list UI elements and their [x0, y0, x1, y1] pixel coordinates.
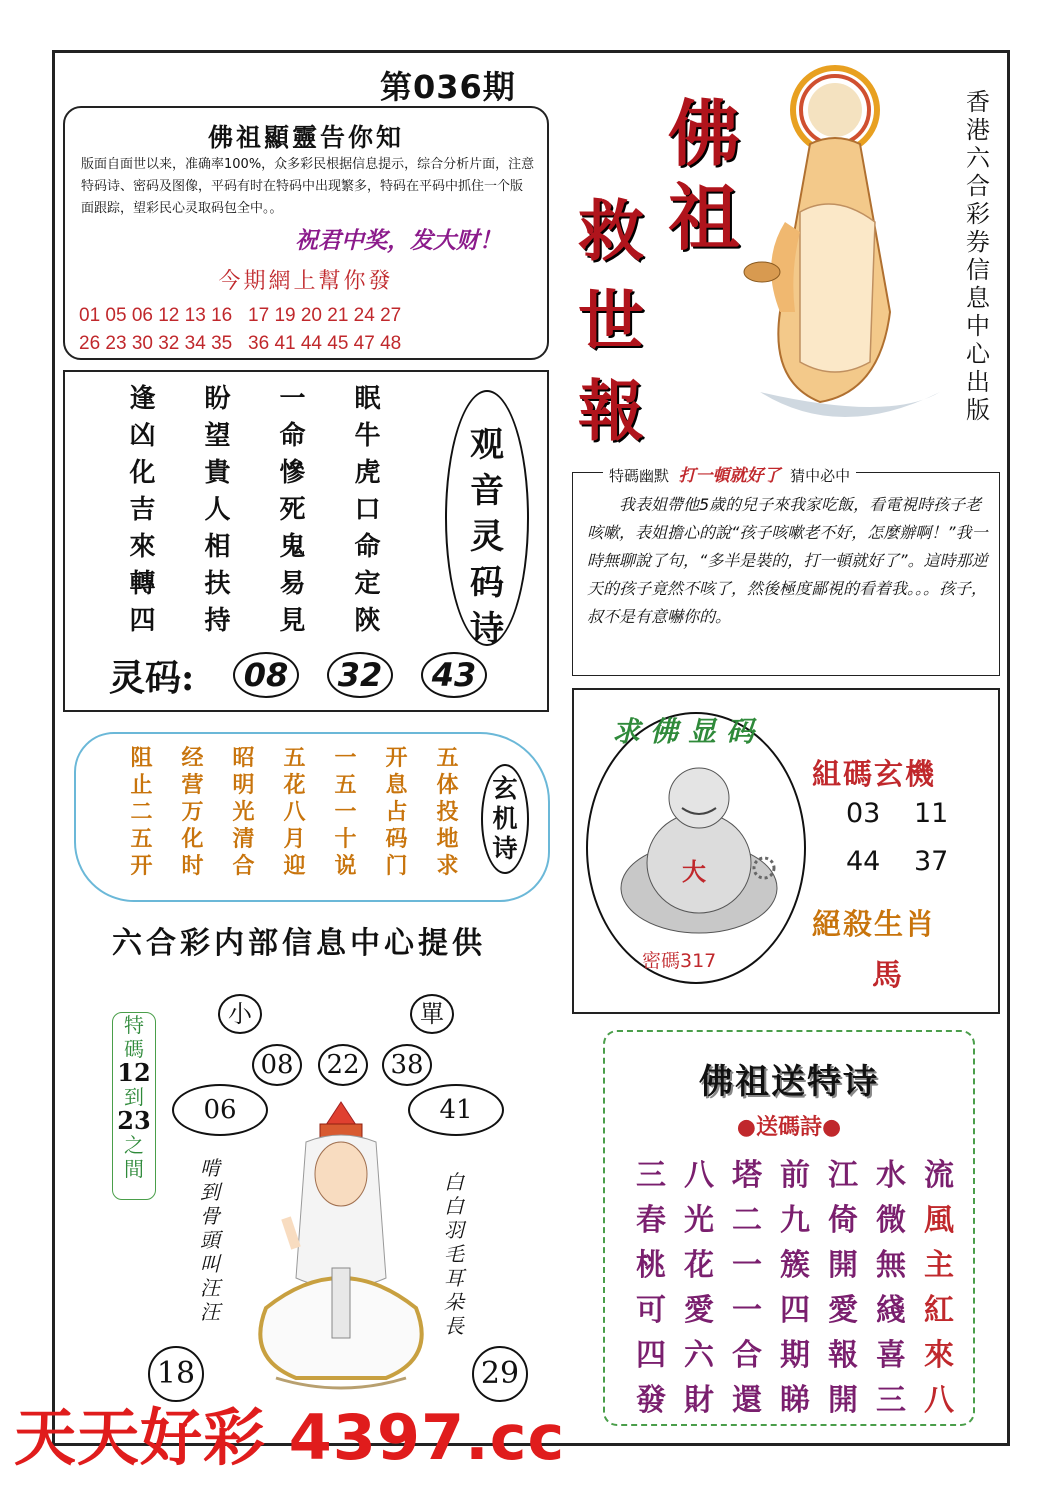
- xuanji-poem-char: 码: [385, 826, 408, 852]
- xuanji-poem-char: 昭: [232, 745, 255, 771]
- special-range-7: 間: [124, 1157, 144, 1181]
- send-poem-char: 期: [780, 1338, 810, 1373]
- send-poem-char: 塔: [732, 1158, 762, 1193]
- xuanji-poem-char: 息: [385, 772, 408, 798]
- send-poem-char: 水: [876, 1158, 906, 1193]
- xuanji-poem-char: 阻: [130, 745, 153, 771]
- guanyin-label-char: 音: [470, 471, 504, 511]
- xuanji-poem-char: 止: [130, 772, 153, 798]
- special-range-2: 碼: [124, 1037, 144, 1061]
- send-poem-box: [603, 1030, 975, 1426]
- guanyin-poem-char: 人: [204, 495, 231, 525]
- xuanji-poem-grid: [116, 746, 473, 879]
- kill-zodiac-title: 絕殺生肖: [812, 907, 937, 941]
- provider-line: 六合彩内部信息中心提供: [112, 926, 486, 961]
- special-range-4: 到: [124, 1085, 144, 1109]
- guanyin-poem-char: 吉: [129, 495, 156, 525]
- send-poem-char: 一: [732, 1248, 762, 1283]
- announcement-box: [63, 106, 549, 360]
- send-poem-char: 開: [828, 1248, 858, 1283]
- guanyin-poem-char: 望: [204, 421, 231, 451]
- special-range-6: 之: [124, 1133, 144, 1157]
- guanyin-poem-char: 來: [129, 532, 156, 562]
- guanyin-poem-char: 牛: [354, 421, 381, 451]
- publisher-vertical: 香港六合彩券信息中心出版: [966, 88, 990, 424]
- xuanji-poem-char: 门: [385, 853, 408, 879]
- guanyin-label-char: 观: [470, 425, 504, 465]
- humor-box: [572, 466, 1000, 676]
- xuanji-poem-char: 地: [436, 826, 459, 852]
- guanyin-poem-char: 逢: [129, 384, 156, 414]
- send-poem-char: 發: [636, 1383, 666, 1418]
- send-poem-char: 紅: [924, 1293, 954, 1328]
- send-poem-char: 愛: [828, 1293, 858, 1328]
- send-poem-subtitle: ●送碼詩●: [736, 1115, 842, 1140]
- xuanji-poem-char: 光: [232, 799, 255, 825]
- guanyin-label-char: 码: [470, 563, 504, 603]
- xuanji-poem-char: 二: [130, 799, 153, 825]
- send-poem-char: 愛: [684, 1293, 714, 1328]
- send-poem-char: 四: [780, 1293, 810, 1328]
- bubble-small: 小: [218, 994, 262, 1034]
- bubble-top-1: 08: [252, 1044, 302, 1086]
- lingma-number-3: 43: [421, 652, 487, 698]
- announcement-subtitle: 今期網上幫你發: [218, 269, 394, 294]
- guanyin-poem-char: 扶: [204, 569, 231, 599]
- send-poem-char: 春: [636, 1203, 666, 1238]
- xuanji-poem-char: 开: [385, 745, 408, 771]
- announcement-numbers: [79, 302, 401, 358]
- xuanji-poem-char: 投: [436, 799, 459, 825]
- humor-title: 打一頓就好了: [678, 466, 781, 486]
- send-poem-char: 可: [636, 1293, 666, 1328]
- xuanji-poem-label: [481, 764, 529, 874]
- combo-number-2: 11: [914, 798, 949, 829]
- main-title-char-2: 祖: [668, 175, 741, 260]
- numbers-row-1: 01 05 06 12 13 16 17 19 20 21 24 27: [79, 305, 402, 326]
- send-poem-char: 風: [924, 1203, 954, 1238]
- humor-header: [603, 461, 856, 486]
- main-title-char-3: 救: [578, 192, 644, 270]
- buddha-arc-text: 求佛显码: [612, 715, 765, 748]
- humor-text: 我表姐帶他5歲的兒子來我家吃飯，看電視時孩子老咳嗽，表姐擔心的說“孩子咳嗽老不好，怎麼辦啊！”我一時無聊說了句，“多半是裝的，打一頓就好了”。這時那逆天的孩子竟然不咳了，然後極度鄙視的看着我。。。孩子，叔不是有意嚇你的。: [587, 495, 988, 626]
- send-poem-char: 三: [876, 1383, 906, 1418]
- guanyin-poem-char: 虎: [354, 458, 381, 488]
- send-poem-char: 光: [684, 1203, 714, 1238]
- send-poem-char: 主: [924, 1248, 954, 1283]
- guanyin-poem-char: 一: [279, 384, 306, 414]
- standing-bodhisattva-illustration: [740, 62, 955, 432]
- combo-number-1: 03: [846, 798, 881, 829]
- lingma-number-1: 08: [233, 652, 299, 698]
- send-poem-char: 花: [684, 1248, 714, 1283]
- send-poem-char: 財: [684, 1383, 714, 1418]
- guanyin-poem-char: 慘: [279, 458, 306, 488]
- xuanji-poem-char: 五: [334, 772, 357, 798]
- send-poem-grid: [627, 1156, 963, 1421]
- right-verse: 白白羽毛耳朵長: [444, 1170, 464, 1338]
- xuanji-poem-char: 经: [181, 745, 204, 771]
- send-poem-char: 江: [828, 1158, 858, 1193]
- bubble-right: 41: [408, 1084, 504, 1136]
- main-title-char-1: 佛: [668, 91, 741, 176]
- announcement-title: 佛祖顯靈告你知: [207, 123, 404, 152]
- bubble-left: 06: [172, 1084, 268, 1136]
- send-poem-char: 三: [636, 1158, 666, 1193]
- lingma-label: 灵码:: [109, 657, 195, 699]
- send-poem-char: 一: [732, 1293, 762, 1328]
- xuanji-poem-char: 体: [436, 772, 459, 798]
- xuanji-poem-char: 花: [283, 772, 306, 798]
- buddha-secret-code: 密碼317: [642, 950, 717, 972]
- guanyin-label-char: 灵: [470, 517, 504, 557]
- announcement-wish: 祝君中奖，发大财！: [295, 228, 502, 254]
- send-poem-char: 二: [732, 1203, 762, 1238]
- numbers-row-2: 26 23 30 32 34 35 36 41 44 45 47 48: [79, 333, 402, 354]
- seated-guanyin-illustration: [236, 1098, 446, 1398]
- send-poem-char: 無: [876, 1248, 906, 1283]
- xuanji-poem-char: 开: [130, 853, 153, 879]
- lingma-number-2: 32: [327, 652, 393, 698]
- xuanji-poem-char: 迎: [283, 853, 306, 879]
- combo-number-4: 37: [914, 846, 949, 877]
- guanyin-poem-char: 易: [279, 569, 306, 599]
- send-poem-char: 流: [924, 1158, 954, 1193]
- xuanji-poem-char: 化: [181, 826, 204, 852]
- guanyin-poem-char: 命: [279, 421, 306, 451]
- xuanji-poem-char: 求: [436, 853, 459, 879]
- kill-zodiac-value: 馬: [872, 958, 902, 993]
- buddha-center-char: 大: [682, 858, 706, 886]
- guanyin-label-char: 诗: [470, 609, 504, 649]
- humor-label: 特碼幽默: [609, 467, 670, 485]
- send-poem-char: 開: [828, 1383, 858, 1418]
- send-poem-char: 桃: [636, 1248, 666, 1283]
- guanyin-poem-char: 持: [204, 606, 231, 636]
- main-title-char-5: 報: [578, 372, 644, 450]
- send-poem-char: 還: [732, 1383, 762, 1418]
- send-poem-char: 八: [924, 1383, 954, 1418]
- guanyin-poem-char: 盼: [204, 384, 231, 414]
- xuanji-poem-char: 明: [232, 772, 255, 798]
- send-poem-char: 睇: [780, 1383, 810, 1418]
- announcement-body: 版面自面世以来，准确率100%，众多彩民根据信息提示，综合分析片面，注意特码诗、密码及图像，平码有时在特码中出现繁多，特码在平码中抓住一个版面跟踪，望彩民心灵取码包全中。。: [81, 157, 535, 216]
- combo-number-3: 44: [846, 846, 881, 877]
- xuanji-poem-char: 五: [130, 826, 153, 852]
- send-poem-char: 前: [780, 1158, 810, 1193]
- xuanji-label-char: 玄: [492, 774, 518, 803]
- bubble-top-2: 22: [318, 1044, 368, 1086]
- send-poem-title: 佛祖送特诗: [699, 1062, 879, 1102]
- xuanji-poem-char: 营: [181, 772, 204, 798]
- xuanji-label-char: 诗: [492, 834, 518, 863]
- xuanji-poem-char: 合: [232, 853, 255, 879]
- guanyin-poem-char: 轉: [129, 569, 156, 599]
- left-verse: 啃到骨頭叫汪汪: [200, 1156, 220, 1324]
- xuanji-poem-char: 五: [436, 745, 459, 771]
- send-poem-char: 報: [828, 1338, 858, 1373]
- send-poem-char: 九: [780, 1203, 810, 1238]
- send-poem-char: 喜: [876, 1338, 906, 1373]
- bubble-top-3: 38: [382, 1044, 432, 1086]
- bubble-bottom-left: 18: [148, 1346, 204, 1402]
- special-range-box: [112, 1012, 156, 1200]
- guanyin-poem-char: 見: [279, 606, 306, 636]
- special-range-3: 12: [117, 1058, 151, 1087]
- guanyin-poem-char: 凶: [129, 421, 156, 451]
- guanyin-poem-box: [63, 370, 549, 712]
- xuanji-poem-char: 时: [181, 853, 204, 879]
- send-poem-char: 合: [732, 1338, 762, 1373]
- guanyin-poem-char: 化: [129, 458, 156, 488]
- send-poem-char: 四: [636, 1338, 666, 1373]
- guanyin-poem-char: 死: [279, 495, 306, 525]
- xuanji-poem-char: 万: [181, 799, 204, 825]
- send-poem-char: 簇: [780, 1248, 810, 1283]
- special-range-5: 23: [117, 1106, 151, 1135]
- xuanji-poem-char: 占: [385, 799, 408, 825]
- guanyin-poem-grid: [105, 384, 405, 637]
- xuanji-poem-char: 一: [334, 745, 357, 771]
- send-poem-char: 微: [876, 1203, 906, 1238]
- brand-footer: 天天好彩 4397.cc: [14, 1401, 566, 1474]
- guanyin-poem-char: 口: [354, 495, 381, 525]
- bubble-bottom-right: 29: [472, 1346, 528, 1402]
- send-poem-char: 倚: [828, 1203, 858, 1238]
- guanyin-poem-char: 陝: [354, 606, 381, 636]
- laughing-buddha-illustration: [614, 758, 784, 938]
- send-poem-char: 來: [924, 1338, 954, 1373]
- guanyin-poem-char: 相: [204, 532, 231, 562]
- xuanji-poem-char: 说: [334, 853, 357, 879]
- buddha-panel: [572, 688, 1000, 1014]
- xuanji-poem-cloud: [74, 732, 550, 902]
- issue-number: 第036期: [380, 68, 516, 106]
- guanyin-poem-char: 四: [129, 606, 156, 636]
- guanyin-poem-char: 眠: [354, 384, 381, 414]
- combo-title: 組碼玄機: [812, 757, 937, 791]
- special-range-1: 特: [124, 1013, 144, 1037]
- xuanji-poem-char: 八: [283, 799, 306, 825]
- xuanji-poem-char: 一: [334, 799, 357, 825]
- xuanji-poem-char: 清: [232, 826, 255, 852]
- xuanji-poem-char: 月: [283, 826, 306, 852]
- guanyin-poem-char: 定: [354, 569, 381, 599]
- send-poem-char: 八: [684, 1158, 714, 1193]
- guanyin-poem-char: 貴: [204, 458, 231, 488]
- xuanji-label-char: 机: [492, 804, 518, 833]
- send-poem-char: 六: [684, 1338, 714, 1373]
- humor-tail: 猜中必中: [790, 467, 851, 485]
- guanyin-poem-char: 命: [354, 532, 381, 562]
- xuanji-poem-char: 五: [283, 745, 306, 771]
- guanyin-poem-char: 鬼: [279, 532, 306, 562]
- xuanji-poem-char: 十: [334, 826, 357, 852]
- bubble-single: 單: [410, 994, 454, 1034]
- send-poem-char: 綫: [876, 1293, 906, 1328]
- guanyin-poem-label: [445, 390, 529, 649]
- main-title-char-4: 世: [578, 282, 644, 360]
